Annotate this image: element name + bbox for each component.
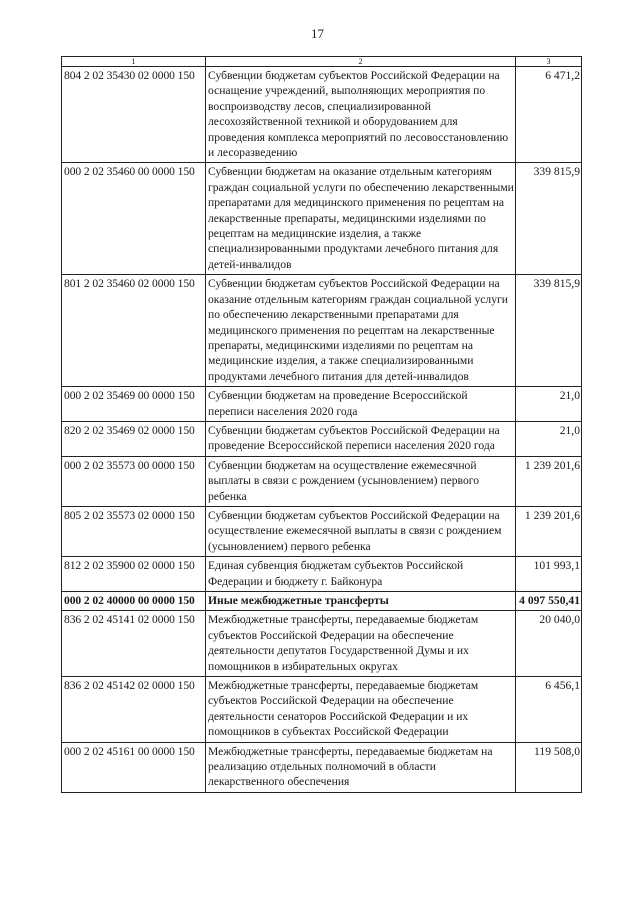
table-row: [62, 677, 582, 743]
item-amount: 101 993,1: [516, 557, 582, 592]
item-name: Субвенции бюджетам на осуществление ежемесячной выплаты в связи с рождением (усыновлением) первого ребенка: [206, 456, 516, 506]
column-number-3: 3: [516, 57, 582, 67]
table-row: [62, 557, 582, 592]
item-name: Единая субвенция бюджетам субъектов Российской Федерации и бюджету г. Байконура: [206, 557, 516, 592]
item-amount: 21,0: [516, 421, 582, 456]
item-amount: 21,0: [516, 387, 582, 422]
table-row: [62, 163, 582, 275]
item-name: Субвенции бюджетам на проведение Всероссийской переписи населения 2020 года: [206, 387, 516, 422]
classification-code: 000 2 02 45161 00 0000 150: [62, 742, 206, 792]
classification-code: 801 2 02 35460 02 0000 150: [62, 275, 206, 387]
classification-code: 000 2 02 40000 00 0000 150: [62, 592, 206, 611]
table-row: [62, 387, 582, 422]
table-row: [62, 611, 582, 677]
item-name: Субвенции бюджетам субъектов Российской Федерации на оказание отдельным категориям граждан социальной услуги по обеспечению лекарственными препаратами для медицинского применения по рецептам на лекарственные препараты, медицинскими изделиями по рецептам на медицинские изделия, а также специализированными продуктами лечебного питания для детей-инвалидов: [206, 275, 516, 387]
item-amount: 119 508,0: [516, 742, 582, 792]
classification-code: 000 2 02 35460 00 0000 150: [62, 163, 206, 275]
page-number: 17: [311, 26, 324, 41]
table-row: [62, 275, 582, 387]
classification-code: 820 2 02 35469 02 0000 150: [62, 421, 206, 456]
table-row: [62, 592, 582, 611]
table-row: [62, 421, 582, 456]
item-name: Субвенции бюджетам субъектов Российской Федерации на оснащение учреждений, выполняющих мероприятия по воспроизводству лесов, специализированной лесохозяйственной техникой и оборудованием для проведения комплекса мероприятий по лесовосстановлению и лесоразведению: [206, 67, 516, 163]
item-amount: 4 097 550,41: [516, 592, 582, 611]
table-row: [62, 456, 582, 506]
item-name: Субвенции бюджетам субъектов Российской Федерации на проведение Всероссийской переписи населения 2020 года: [206, 421, 516, 456]
item-amount: 6 471,2: [516, 67, 582, 163]
classification-code: 812 2 02 35900 02 0000 150: [62, 557, 206, 592]
item-name: Иные межбюджетные трансферты: [206, 592, 516, 611]
classification-code: 000 2 02 35573 00 0000 150: [62, 456, 206, 506]
column-number-row: [62, 57, 582, 67]
item-name: Межбюджетные трансферты, передаваемые бюджетам на реализацию отдельных полномочий в области лекарственного обеспечения: [206, 742, 516, 792]
item-amount: 6 456,1: [516, 677, 582, 743]
item-name: Межбюджетные трансферты, передаваемые бюджетам субъектов Российской Федерации на обеспечение деятельности депутатов Государственной Думы и их помощников в избирательных округах: [206, 611, 516, 677]
classification-code: 805 2 02 35573 02 0000 150: [62, 506, 206, 556]
column-number-2: 2: [206, 57, 516, 67]
classification-code: 836 2 02 45141 02 0000 150: [62, 611, 206, 677]
table-row: [62, 742, 582, 792]
classification-code: 836 2 02 45142 02 0000 150: [62, 677, 206, 743]
table-row: [62, 506, 582, 556]
item-amount: 20 040,0: [516, 611, 582, 677]
classification-code: 804 2 02 35430 02 0000 150: [62, 67, 206, 163]
classification-code: 000 2 02 35469 00 0000 150: [62, 387, 206, 422]
item-amount: 339 815,9: [516, 163, 582, 275]
item-name: Субвенции бюджетам субъектов Российской Федерации на осуществление ежемесячной выплаты в связи с рождением (усыновлением) первого ребенка: [206, 506, 516, 556]
item-amount: 1 239 201,6: [516, 456, 582, 506]
item-amount: 339 815,9: [516, 275, 582, 387]
table-row: [62, 67, 582, 163]
column-number-1: 1: [62, 57, 206, 67]
item-name: Межбюджетные трансферты, передаваемые бюджетам субъектов Российской Федерации на обеспечение деятельности сенаторов Российской Федерации и их помощников в субъектах Российской Федерации: [206, 677, 516, 743]
item-name: Субвенции бюджетам на оказание отдельным категориям граждан социальной услуги по обеспечению лекарственными препаратами для медицинского применения по рецептам на лекарственные препараты, медицинскими изделиями по рецептам на медицинские изделия, а также специализированными продуктами лечебного питания для детей-инвалидов: [206, 163, 516, 275]
item-amount: 1 239 201,6: [516, 506, 582, 556]
budget-table: [61, 56, 582, 793]
